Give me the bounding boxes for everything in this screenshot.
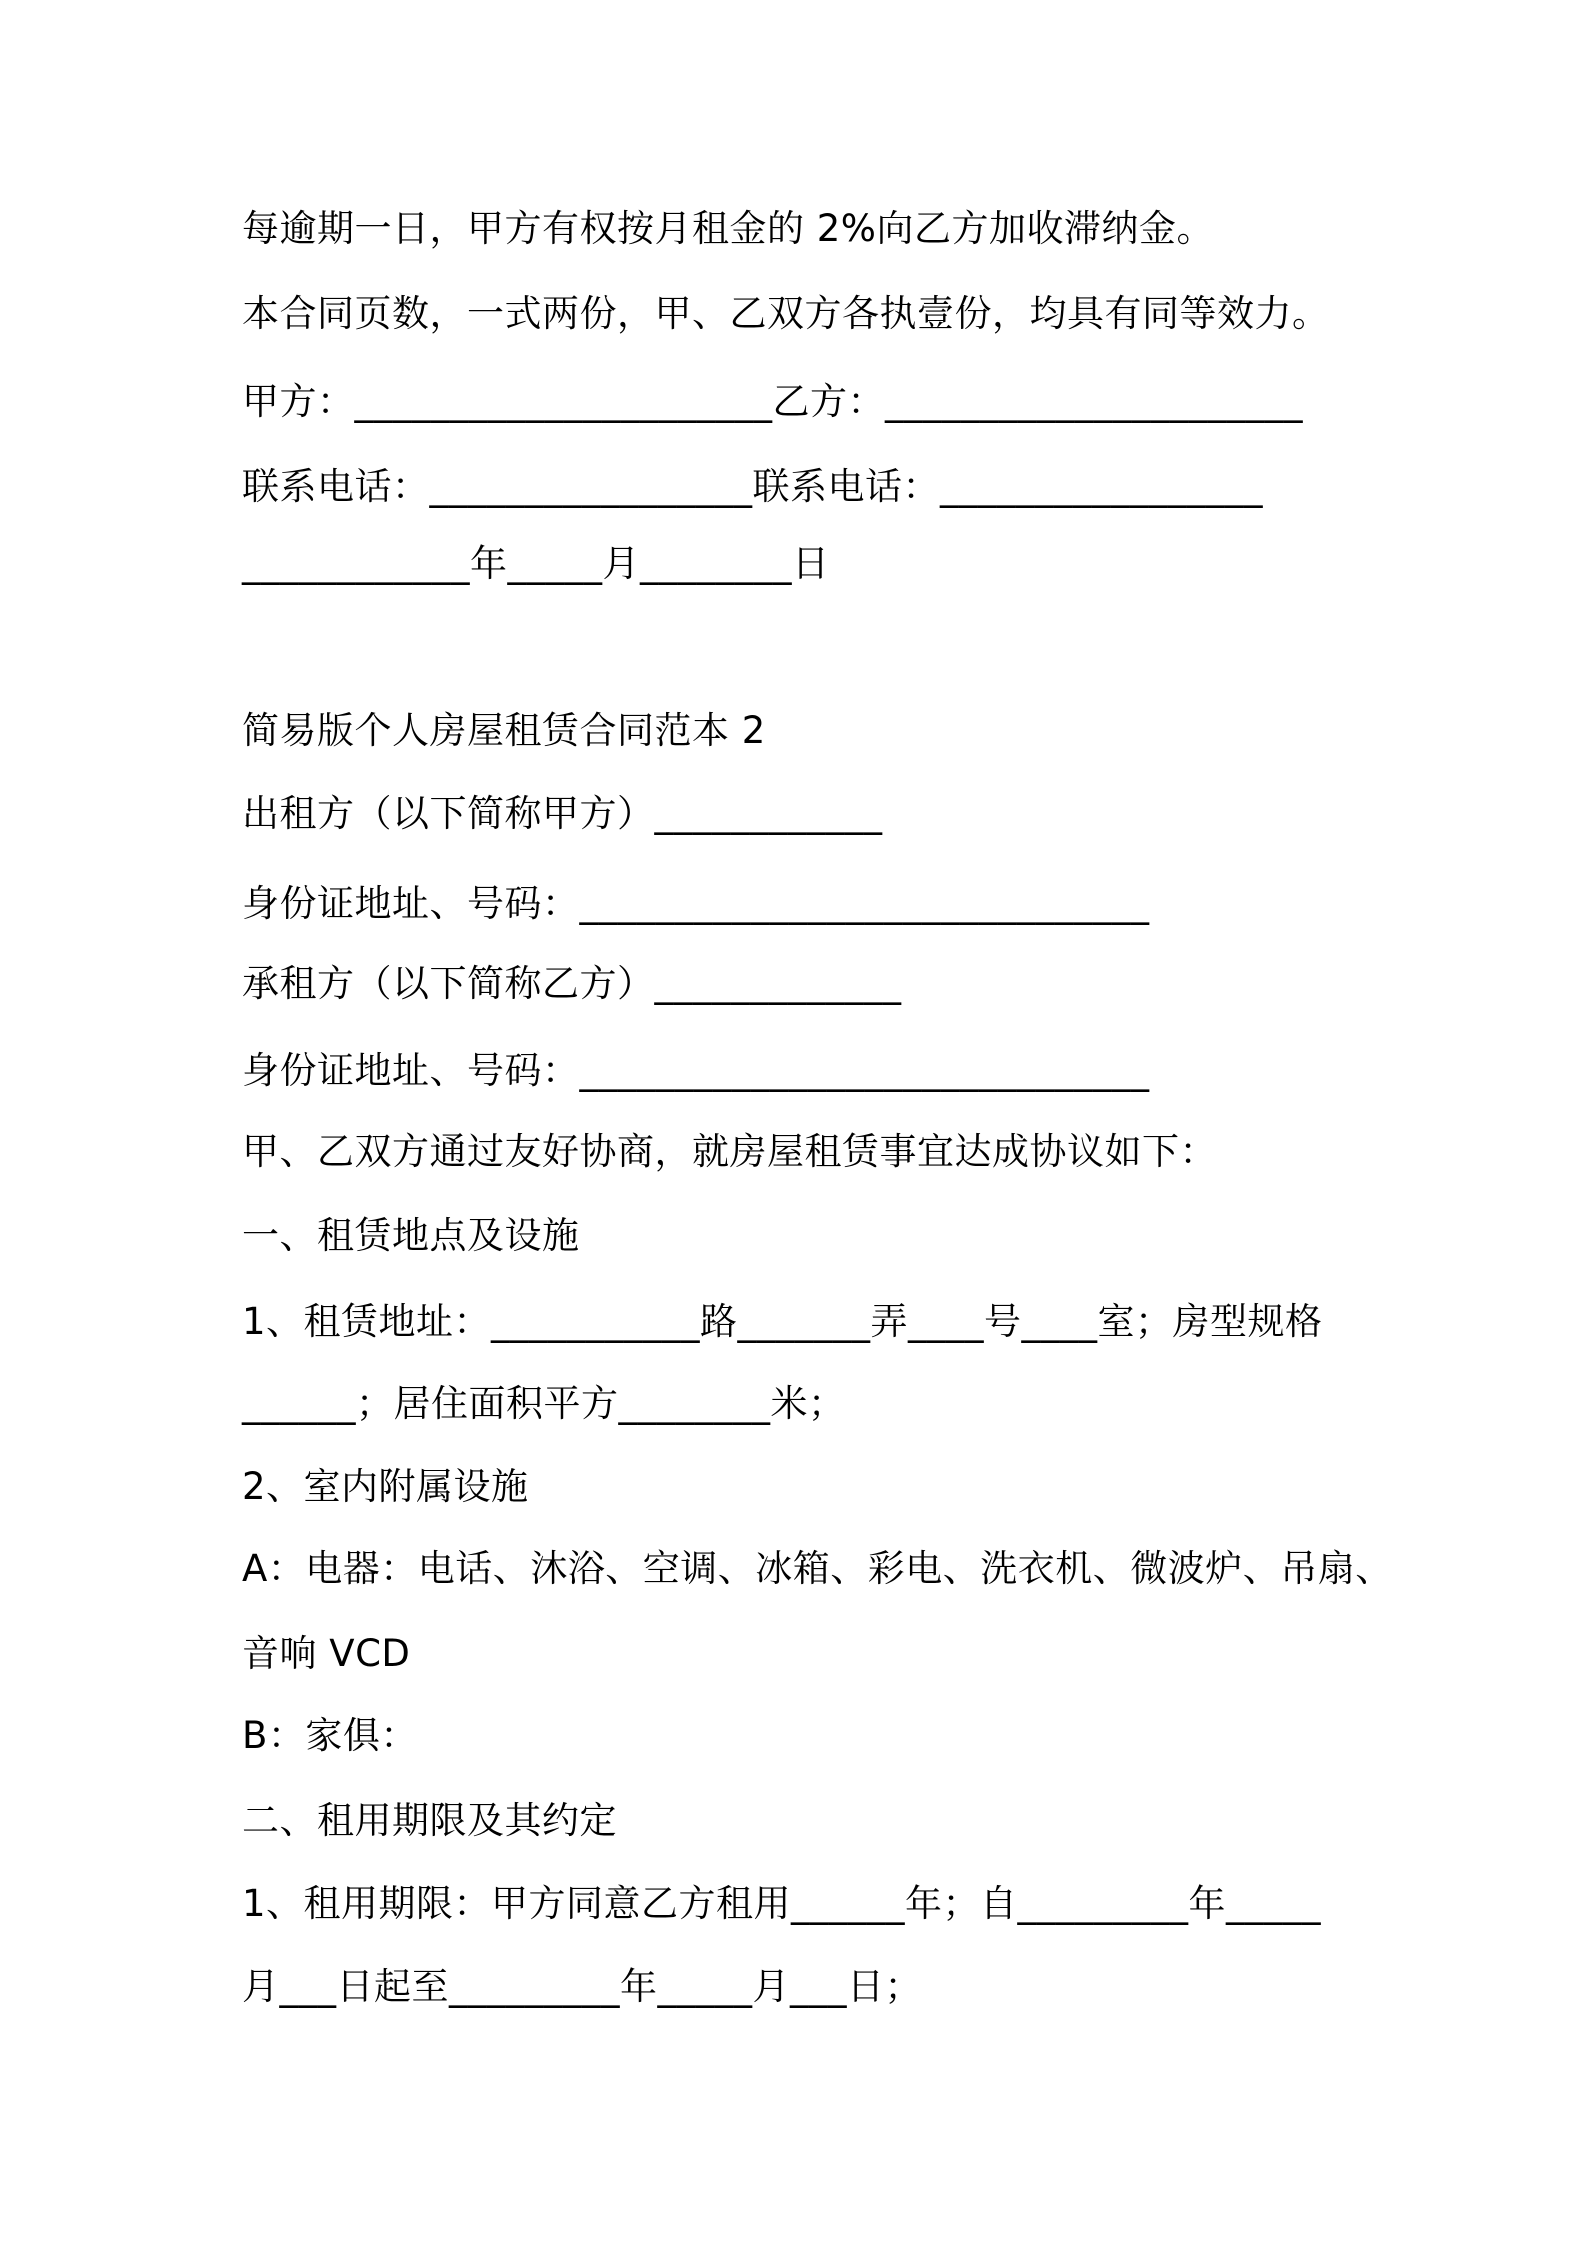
text-line-appliances-cont: 音响 VCD — [242, 1632, 411, 1675]
text-line-agreement: 甲、乙双方通过友好协商，就房屋租赁事宜达成协议如下： — [242, 1130, 1217, 1173]
text-line-lessee: 承租方（以下简称乙方）_____________ — [242, 962, 902, 1005]
text-line-contact-phones: 联系电话：_________________联系电话：_________________ — [242, 465, 1263, 508]
text-line-late-fee: 每逾期一日，甲方有权按月租金的 2%向乙方加收滞纳金。 — [242, 207, 1214, 250]
text-line-lessee-id: 身份证地址、号码：______________________________ — [242, 1049, 1150, 1092]
text-line-area: ______；居住面积平方________米； — [242, 1382, 846, 1425]
heading-lease-location: 一、租赁地点及设施 — [242, 1214, 580, 1257]
heading-lease-term: 二、租用期限及其约定 — [242, 1799, 617, 1842]
text-line-copies: 本合同页数，一式两份，甲、乙双方各执壹份，均具有同等效力。 — [242, 292, 1330, 335]
heading-facilities: 2、室内附属设施 — [242, 1465, 529, 1508]
text-line-lessor: 出租方（以下简称甲方）____________ — [242, 792, 883, 835]
text-line-address: 1、租赁地址：___________路_______弄____号____室；房型规格 — [242, 1300, 1323, 1343]
text-line-term-cont: 月___日起至_________年_____月___日； — [242, 1965, 922, 2008]
text-line-term: 1、租用期限：甲方同意乙方租用______年；自_________年_____ — [242, 1882, 1322, 1925]
text-line-date: ____________年_____月________日 — [242, 542, 830, 585]
section-title: 简易版个人房屋租赁合同范本 2 — [242, 709, 766, 752]
text-line-party-signatures: 甲方：______________________乙方：______________________ — [242, 380, 1303, 423]
text-line-furniture: B：家俱： — [242, 1714, 418, 1757]
text-line-appliances: A：电器：电话、沐浴、空调、冰箱、彩电、洗衣机、微波炉、吊扇、 — [242, 1547, 1393, 1590]
text-line-lessor-id: 身份证地址、号码：______________________________ — [242, 882, 1150, 925]
